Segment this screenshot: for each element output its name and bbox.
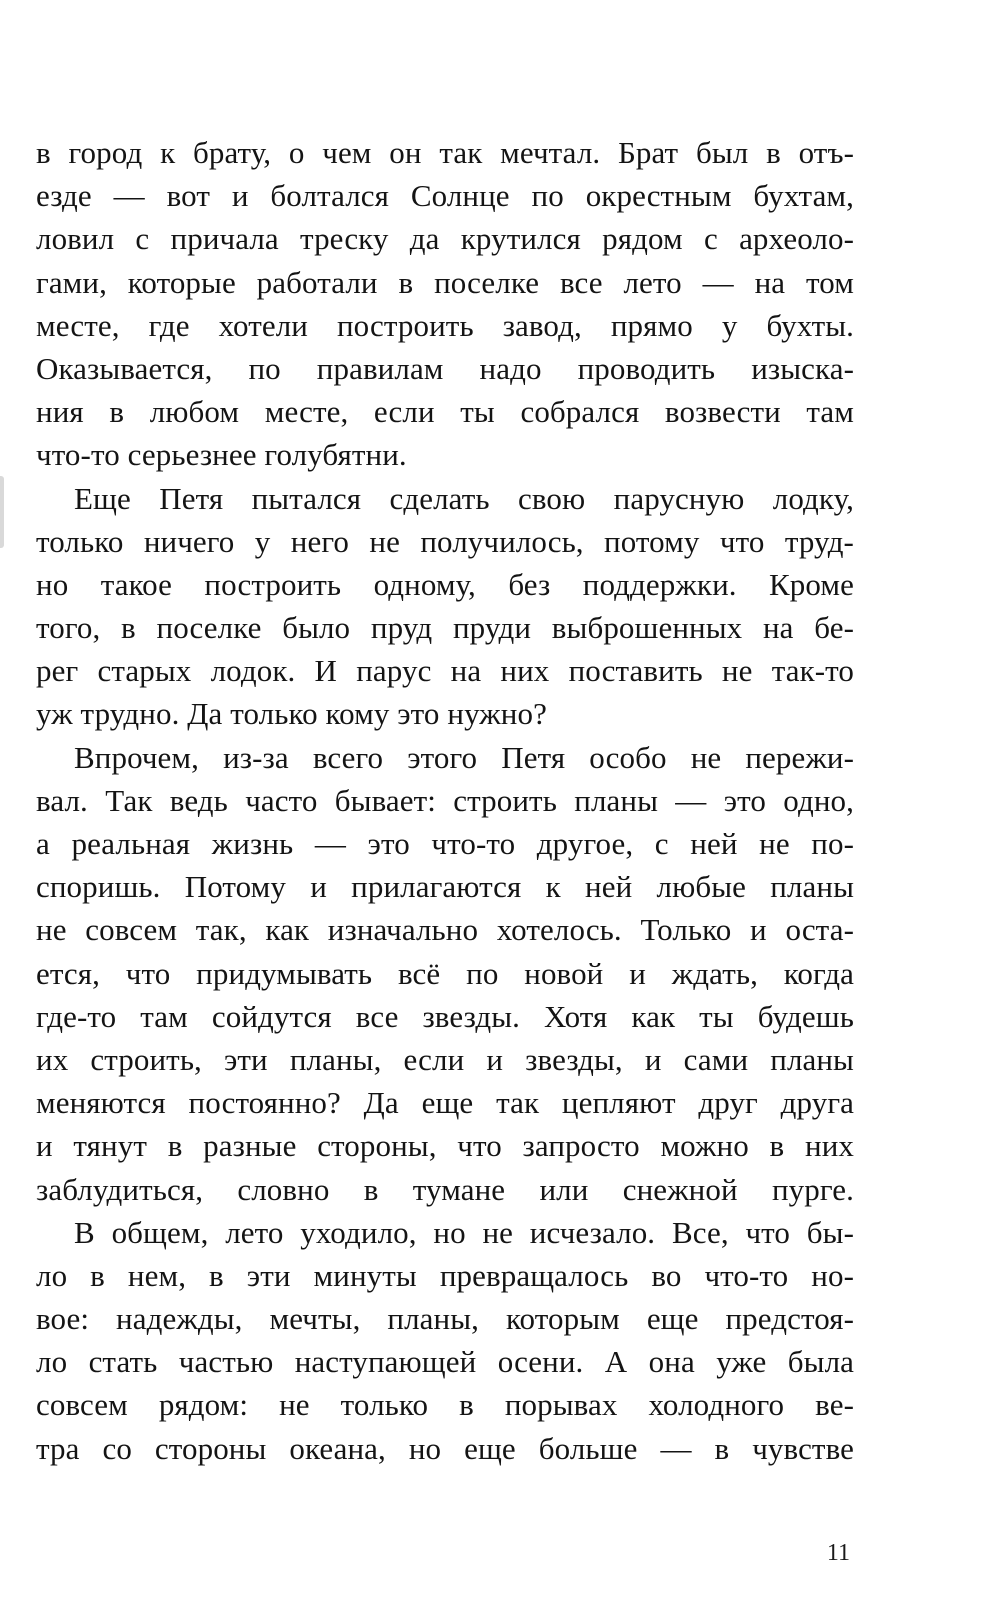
text-line: вал. Так ведь часто бывает: строить планы — это одно,	[36, 782, 854, 818]
text-line: только ничего у него не получилось, потому что труд-	[36, 523, 854, 559]
paragraph-3	[36, 736, 854, 1211]
text-line: ло стать частью наступающей осени. А она уже была	[36, 1344, 854, 1380]
paragraph-1	[36, 131, 854, 477]
text-line: споришь. Потому и прилагаются к ней любые планы	[36, 869, 854, 905]
text-line: и тянут в разные стороны, что запросто можно в них	[36, 1128, 854, 1164]
text-line: уж трудно. Да только кому это нужно?	[36, 696, 547, 732]
paragraph-4	[36, 1211, 854, 1470]
text-line: месте, где хотели построить завод, прямо у бухты.	[36, 307, 854, 343]
text-line: что-то серьезнее голубятни.	[36, 437, 407, 473]
text-line: меняются постоянно? Да еще так цепляют друг друга	[36, 1085, 854, 1121]
text-line: того, в поселке было пруд пруди выброшенных на бе-	[36, 610, 854, 646]
text-line: где-то там сойдутся все звезды. Хотя как ты будешь	[36, 998, 854, 1034]
text-line: ло в нем, в эти минуты превращалось во что-то но-	[36, 1257, 854, 1293]
text-line: а реальная жизнь — это что-то другое, с ней не по-	[36, 826, 854, 861]
text-line: ловил с причала треску да крутился рядом с археоло-	[36, 221, 854, 257]
text-line: Еще Петя пытался сделать свою парусную лодку,	[74, 480, 854, 516]
text-line: езде — вот и болтался Солнце по окрестным бухтам,	[36, 178, 854, 214]
body-text	[36, 131, 854, 1470]
text-line: вое: надежды, мечты, планы, которым еще предстоя-	[36, 1301, 854, 1337]
text-line: Оказывается, по правилам надо проводить изыска-	[36, 350, 854, 386]
text-line: гами, которые работали в поселке все лето — на том	[36, 264, 854, 300]
text-line: в город к брату, о чем он так мечтал. Брат был в отъ-	[36, 135, 854, 170]
text-line: не совсем так, как изначально хотелось. Только и оста-	[36, 912, 854, 948]
text-line: заблудиться, словно в тумане или снежной пурге.	[36, 1171, 854, 1207]
text-line: их строить, эти планы, если и звезды, и сами планы	[36, 1041, 854, 1077]
paragraph-2	[36, 477, 854, 736]
scan-margin-shadow	[0, 476, 4, 548]
text-line: ния в любом месте, если ты собрался возвести там	[36, 394, 854, 430]
text-line: ется, что придумывать всё по новой и ждать, когда	[36, 955, 854, 991]
text-line: совсем рядом: не только в порывах холодного ве-	[36, 1387, 854, 1423]
text-line: тра со стороны океана, но еще больше — в чувстве	[36, 1430, 854, 1466]
page-number: 11	[826, 1540, 850, 1566]
text-line: В общем, лето уходило, но не исчезало. Все, что бы-	[74, 1214, 854, 1250]
text-line: Впрочем, из-за всего этого Петя особо не пережи-	[74, 739, 854, 775]
text-line: рег старых лодок. И парус на них поставить не так-то	[36, 653, 854, 689]
text-line: но такое построить одному, без поддержки. Кроме	[36, 566, 854, 602]
